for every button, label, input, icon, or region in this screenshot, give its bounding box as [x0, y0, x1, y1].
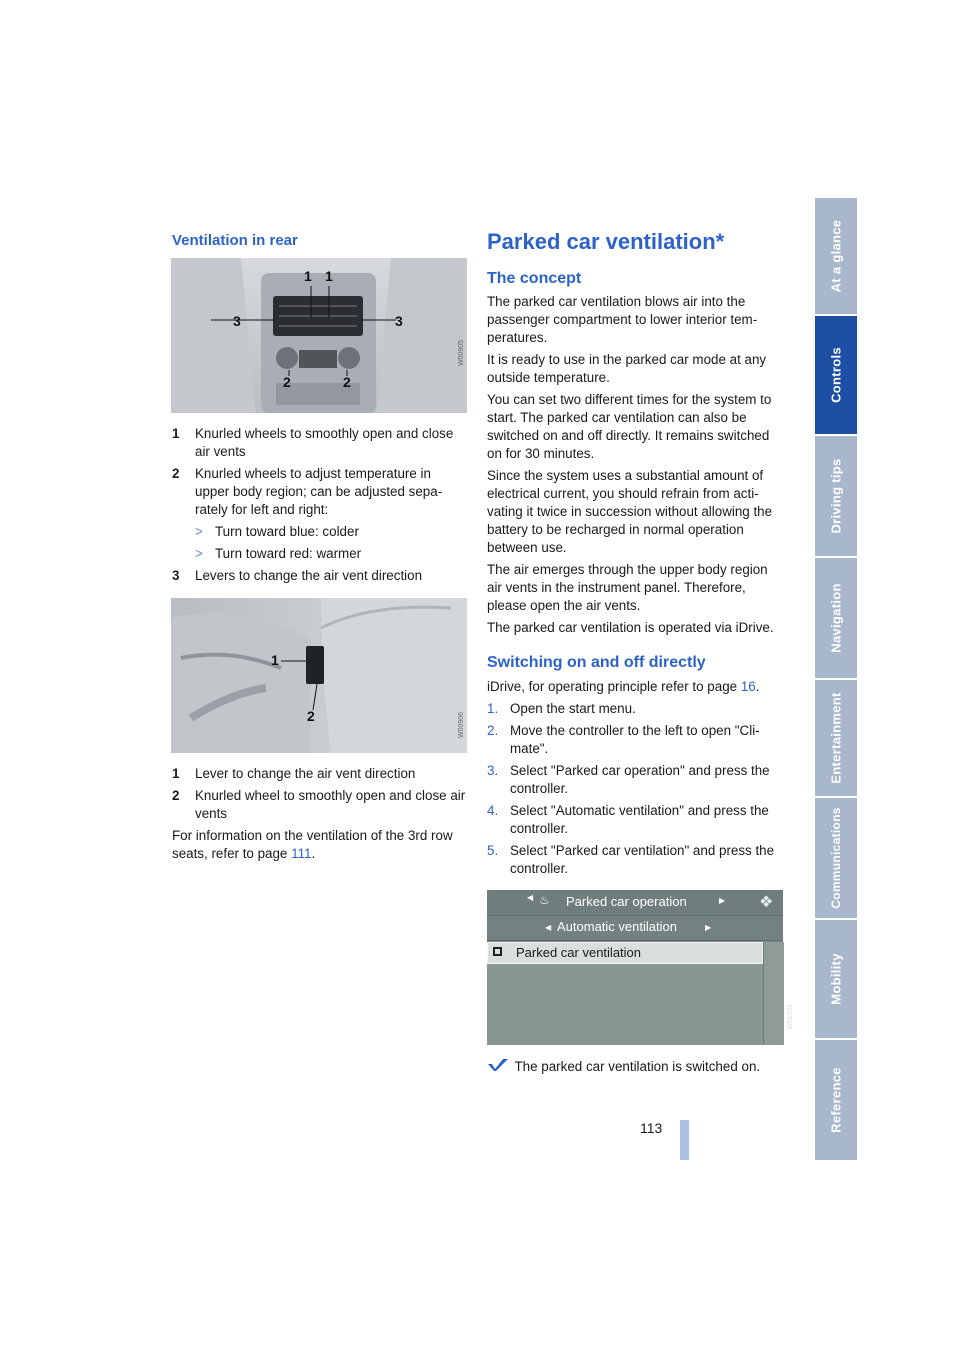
legend-text: Lever to change the air vent direction: [195, 766, 416, 781]
step-text: Move the controller to the left to open "Cli-mate".: [510, 723, 760, 756]
legend-text: Levers to change the air vent direction: [195, 568, 423, 583]
step-item: [487, 762, 783, 798]
rear-vents-illustration: [171, 258, 467, 413]
page-link-111[interactable]: 111: [291, 846, 312, 861]
step-number: 5.: [487, 843, 499, 858]
callout-2: 2: [343, 374, 351, 390]
callout-3: 3: [233, 313, 241, 329]
reference-text: iDrive, for operating principle refer to page: [487, 679, 738, 694]
tab-label: Communications: [829, 807, 843, 909]
chevron-left-icon: ◀: [545, 923, 552, 932]
reference-end: .: [311, 846, 316, 861]
idrive-reference: [487, 678, 783, 696]
switch-heading: Switching on and off directly: [487, 654, 706, 671]
door-vent-figure: [171, 598, 467, 753]
paragraph: The parked car ventilation blows air into the passenger compartment to lower interior tem-peratures.: [487, 294, 758, 345]
chevron-left-icon: ◀: [527, 893, 534, 902]
callout-1: 1: [325, 268, 333, 284]
reference-end: .: [755, 679, 760, 694]
legend-number: 2: [172, 788, 180, 803]
status-text: The parked car ventilation is switched on.: [514, 1059, 761, 1075]
page-number: 113: [640, 1120, 663, 1136]
legend-item: [172, 567, 468, 585]
tab-controls[interactable]: [815, 316, 857, 436]
legend-item: [172, 465, 468, 519]
paragraph: The air emerges through the upper body region air vents in the instrument panel. Therefore, please open the air vents.: [487, 562, 768, 613]
concept-heading: The concept: [487, 270, 582, 287]
step-item: [487, 700, 783, 718]
figure-code: W00905: [458, 339, 465, 366]
legend-number: 2: [172, 466, 180, 481]
legend-number: 1: [172, 426, 180, 441]
step-text: Select "Parked car operation" and press the controller.: [510, 763, 770, 796]
callout-1: 1: [304, 268, 312, 284]
callout-2: 2: [283, 374, 291, 390]
rear-vents-figure: [171, 258, 467, 413]
concept-body: [487, 293, 783, 637]
tab-navigation[interactable]: [815, 558, 857, 680]
legend-text: Knurled wheels to smoothly open and close air vents: [195, 426, 454, 459]
step-item: [487, 802, 783, 838]
paragraph: Since the system uses a substantial amount of electrical current, you should refrain from acti-vating it twice in succession without allowing the battery to be recharged in normal operation between use.: [487, 468, 773, 555]
figure-code: W00906: [458, 711, 465, 738]
bullet-item: [195, 545, 468, 563]
tab-entertainment[interactable]: [815, 680, 857, 798]
bullet-mark: >: [195, 524, 203, 539]
bullet-item: [195, 523, 468, 541]
controller-icon: ❖: [759, 894, 774, 911]
screen-scrollbar[interactable]: [763, 942, 784, 1045]
screen-row-automatic-ventilation[interactable]: [487, 916, 783, 941]
legend-item: [172, 787, 468, 823]
chevron-right-icon: ▶: [719, 896, 726, 905]
legend-number: 1: [172, 766, 180, 781]
tab-driving-tips[interactable]: [815, 436, 857, 558]
callout-1: 1: [271, 652, 279, 668]
legend-text: Knurled wheel to smoothly open and close air vents: [195, 788, 466, 821]
screen-row-label: Parked car ventilation: [516, 945, 642, 960]
step-text: Select "Parked car ventilation" and press the controller.: [510, 843, 775, 876]
door-vent-legend: [172, 765, 468, 863]
third-row-reference: [172, 827, 468, 863]
chevron-right-icon: ▶: [705, 923, 712, 932]
bullet-text: Turn toward blue: colder: [215, 524, 359, 539]
page-link-16[interactable]: 16: [740, 679, 756, 694]
section-heading-ventilation-rear: Ventilation in rear: [172, 232, 298, 249]
step-text: Select "Automatic ventilation" and press the controller.: [510, 803, 769, 836]
screen-row-label: Automatic ventilation: [557, 919, 677, 934]
switch-body: [487, 678, 783, 878]
screen-row-parked-car-operation[interactable]: [487, 890, 783, 916]
tab-label: At a glance: [828, 219, 844, 293]
checkmark-icon: [487, 1058, 511, 1077]
reference-text: For information on the ventilation of the 3rd row seats, refer to page: [172, 828, 453, 861]
screen-row-label: Parked car operation: [566, 894, 687, 909]
rear-vents-legend: [172, 425, 468, 585]
paragraph: It is ready to use in the parked car mode at any outside temperature.: [487, 352, 767, 385]
tab-mobility[interactable]: [815, 920, 857, 1040]
legend-text: Knurled wheels to adjust temperature in upper body region; can be adjusted sepa-rately for left and right:: [195, 466, 443, 517]
tab-label: Driving tips: [828, 458, 844, 534]
bullet-text: Turn toward red: warmer: [215, 546, 362, 561]
bullet-mark: >: [195, 546, 203, 561]
step-number: 2.: [487, 723, 499, 738]
tab-label: Mobility: [828, 953, 844, 1005]
status-line: [487, 1058, 783, 1077]
chapter-tabs: [815, 198, 857, 1160]
tab-label: Entertainment: [828, 692, 844, 784]
callout-2: 2: [307, 708, 315, 724]
callout-3: 3: [395, 313, 403, 329]
screen-row-parked-car-ventilation[interactable]: [487, 942, 763, 964]
tab-reference[interactable]: [815, 1040, 857, 1160]
idrive-screen: [487, 890, 794, 1045]
legend-item: [172, 765, 468, 783]
tab-label: Reference: [828, 1067, 844, 1133]
page-title: Parked car ventilation*: [487, 229, 725, 254]
step-number: 1.: [487, 701, 499, 716]
step-text: Open the start menu.: [510, 701, 636, 716]
step-item: [487, 842, 783, 878]
tab-label: Controls: [828, 347, 844, 403]
tab-label: Navigation: [828, 583, 844, 653]
step-number: 3.: [487, 763, 499, 778]
paragraph: The parked car ventilation is operated via iDrive.: [487, 620, 774, 635]
figure-code: W01234: [787, 1003, 794, 1030]
paragraph: You can set two different times for the system to start. The parked car ventilation can also be switched on and off directly. It remains switched on for 30 minutes.: [487, 392, 772, 461]
step-item: [487, 722, 783, 758]
checkbox-icon: [493, 947, 502, 956]
step-number: 4.: [487, 803, 499, 818]
legend-number: 3: [172, 568, 180, 583]
climate-icon: ♨: [539, 893, 550, 907]
door-vent-illustration: [171, 598, 467, 753]
legend-item: [172, 425, 468, 461]
tab-at-a-glance[interactable]: [815, 198, 857, 316]
tab-communications[interactable]: [815, 798, 857, 920]
page-marker: [680, 1120, 689, 1160]
